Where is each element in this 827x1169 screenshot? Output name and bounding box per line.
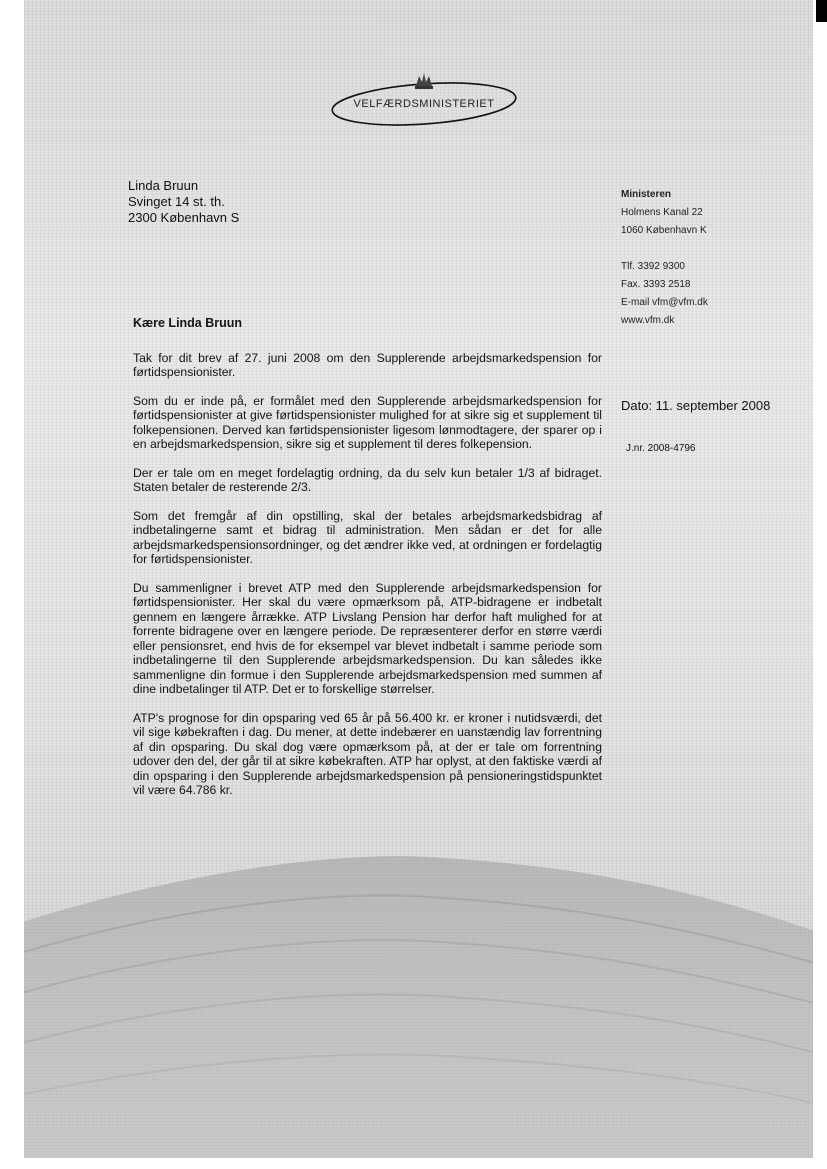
letter-page (24, 0, 813, 1158)
sender-street: Holmens Kanal 22 (621, 207, 703, 218)
paragraph: Du sammenligner i brevet ATP med den Supplerende arbejdsmarkedspension for førtidspensionister. Her skal du være opmærksom på, ATP-bidragene er indbetalt gennem en længere årrække. ATP Livslang Pension har derfor haft mulighed for at forrente bidragene over en længere periode. De repræsenterer derfor en større værdi eller pensionsret, end hvis de for eksempel var blevet indbetalt i samme periode som indbetalingerne til den Supplerende arbejdsmarkedspension. Du kan således ikke sammenligne din formue i den Supplerende arbejdsmarkedspension med summen af dine indbetalinger til ATP. Det er to forskellige størrelser. (133, 580, 602, 696)
paragraph: Tak for dit brev af 27. juni 2008 om den Supplerende arbejdsmarkedspension for førtidspensionister. (133, 350, 602, 379)
sender-phone: Tlf. 3392 9300 (621, 261, 685, 272)
paragraph: Der er tale om en meget fordelagtig ordning, da du selv kun betaler 1/3 af bidraget. Staten betaler de resterende 2/3. (133, 465, 602, 494)
letter-date: Dato: 11. september 2008 (621, 398, 771, 413)
greeting: Kære Linda Bruun (133, 316, 243, 330)
sender-block (621, 186, 708, 330)
letter-body (133, 316, 602, 812)
sender-email: E-mail vfm@vfm.dk (621, 297, 708, 308)
paragraph: Som du er inde på, er formålet med den Supplerende arbejdsmarkedspension for førtidspensionister at give førtidspensionister mulighed for at sikre sig et supplement til folkepensionen. Derved kan førtidspensionister ligesom lønmodtagere, der sparer op i en arbejdsmarkedspension, sikre sig et supplement til deres folkepension. (133, 393, 602, 451)
recipient-name: Linda Bruun (128, 178, 199, 193)
recipient-street: Svinget 14 st. th. (128, 194, 225, 209)
recipient-city: 2300 København S (128, 210, 240, 225)
ministry-name: VELFÆRDSMINISTERIET (353, 98, 495, 110)
paragraph: Som det fremgår af din opstilling, skal der betales arbejdsmarkedsbidrag af indbetalingerne samt et bidrag til administration. Men sådan er det for alle arbejdsmarkedspensionsordninger, og det ændrer ikke ved, at ordningen er fordelagtig for førtidspensionister. (133, 508, 602, 566)
sender-web: www.vfm.dk (621, 315, 675, 326)
sender-city: 1060 København K (621, 225, 707, 236)
scan-corner-mark (816, 0, 827, 22)
recipient-address (128, 178, 239, 226)
sender-title: Ministeren (621, 189, 672, 200)
crown-icon (415, 73, 433, 89)
journal-number: J.nr. 2008-4796 (626, 443, 696, 454)
paragraph: ATP's prognose for din opsparing ved 65 år på 56.400 kr. er kroner i nutidsværdi, det vil sige købekraften i dag. Du mener, at dette indebærer en uanstændig lav forrentning af din opsparing. Du skal dog være opmærksom på, at der er tale om forrentning udover den del, der går til at sikre købekraften. ATP har oplyst, at den faktiske værdi af din opsparing i den Supplerende arbejdsmarkedspension på pensioneringstidspunktet vil være 64.786 kr. (133, 710, 602, 797)
sender-fax: Fax. 3393 2518 (621, 279, 691, 290)
